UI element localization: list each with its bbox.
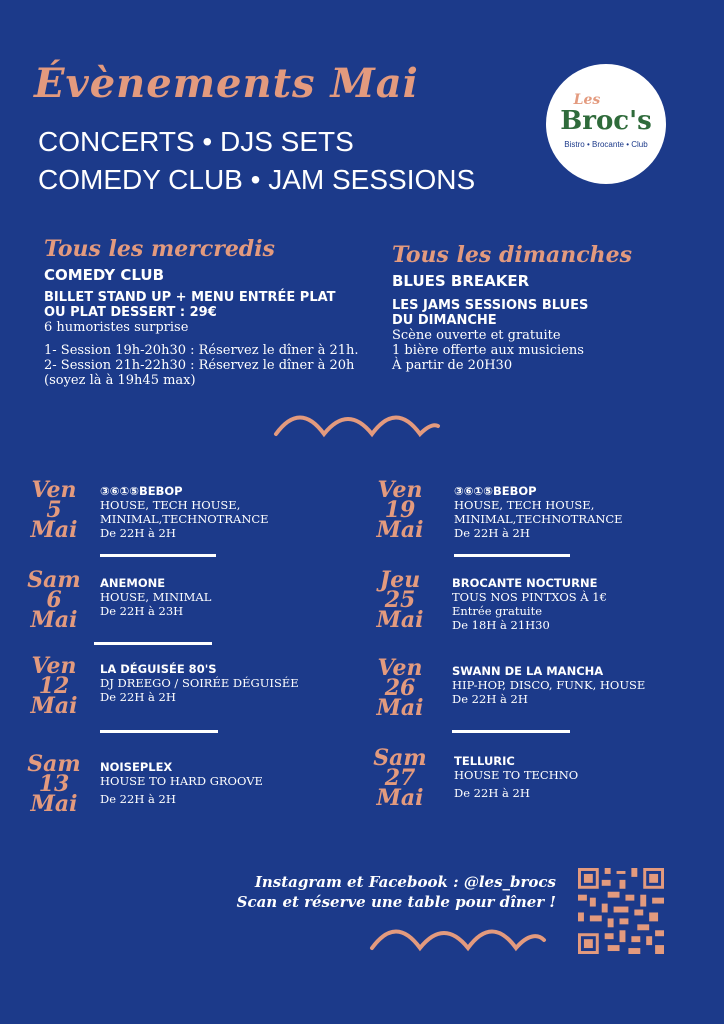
event-title: SWANN DE LA MANCHA [452, 664, 604, 678]
event-date: Ven 19 Mai [376, 477, 424, 543]
wednesday-name: COMEDY CLUB [44, 266, 165, 284]
event-time: De 22H à 2H [454, 786, 530, 800]
event-title: LA DÉGUISÉE 80'S [100, 662, 217, 676]
event-date: Ven 5 Mai [30, 477, 78, 543]
subtitle-line-2: COMEDY CLUB • JAM SESSIONS [38, 164, 476, 195]
wave-decoration [272, 408, 442, 444]
wave-decoration [368, 922, 548, 958]
sunday-block [392, 242, 692, 373]
event-date: Sam 6 Mai [27, 567, 81, 633]
divider [452, 730, 570, 733]
event-date: Jeu 25 Mai [376, 567, 424, 633]
wednesday-line: 6 humoristes surprise [44, 320, 189, 335]
wednesday-line: 1- Session 19h-20h30 : Réservez le dîner à 21h. [44, 343, 359, 358]
event-title: NOISEPLEX [100, 760, 173, 774]
sunday-offer-1: LES JAMS SESSIONS BLUES [392, 298, 589, 313]
sunday-line: À partir de 20H30 [392, 358, 513, 373]
wednesday-line: 2- Session 21h-22h30 : Réservez le dîner à 20h [44, 358, 355, 373]
event-title: TELLURIC [454, 754, 515, 768]
sunday-heading: Tous les dimanches [392, 242, 633, 268]
qr-code-icon[interactable] [578, 868, 664, 954]
event-title: BROCANTE NOCTURNE [452, 576, 598, 590]
social-line-2: Scan et réserve une table pour dîner ! [236, 893, 556, 911]
event-item: Sam 13 Mai NOISEPLEX HOUSE TO HARD GROOVE De 22H à 2H [24, 754, 344, 834]
sunday-name: BLUES BREAKER [392, 272, 530, 290]
event-item: Sam 27 Mai TELLURIC HOUSE TO TECHNO De 22H à 2H [370, 748, 700, 828]
subtitle-line-1: CONCERTS • DJS SETS [38, 126, 354, 157]
wednesday-block [44, 236, 374, 388]
event-item: Jeu 25 Mai BROCANTE NOCTURNE TOUS NOS PINTXOS À 1€ Entrée gratuite De 18H à 21H30 [370, 570, 700, 658]
events-left [24, 477, 344, 834]
wednesday-offer-1: BILLET STAND UP + MENU ENTRÉE PLAT [44, 290, 336, 305]
wednesday-offer-2: OU PLAT DESSERT : 29€ [44, 305, 217, 320]
event-date: Sam 27 Mai [373, 745, 427, 811]
event-time: De 22H à 23H [100, 604, 184, 618]
sunday-offer-2: DU DIMANCHE [392, 313, 497, 328]
page-title: Évènements Mai [34, 60, 419, 107]
sunday-line: 1 bière offerte aux musiciens [392, 343, 584, 358]
divider [94, 642, 212, 645]
social-line-1: Instagram et Facebook : @les_brocs [254, 873, 556, 891]
divider [100, 730, 218, 733]
sunday-line: Scène ouverte et gratuite [392, 328, 561, 343]
event-time: De 18H à 21H30 [452, 618, 550, 632]
wednesday-line: (soyez là à 19h45 max) [44, 373, 196, 388]
event-time: De 22H à 2H [100, 690, 176, 704]
event-item: Ven 5 Mai ③⑥①⑤BEBOP HOUSE, TECH HOUSE, MINIMAL,TECHNOTRANCE De 22H à 2H [24, 480, 344, 570]
event-title: ANEMONE [100, 576, 166, 590]
event-date: Ven 12 Mai [30, 653, 78, 719]
event-time: De 22H à 2H [100, 792, 176, 806]
event-item: Ven 26 Mai SWANN DE LA MANCHA HIP-HOP, DISCO, FUNK, HOUSE De 22H à 2H [370, 658, 700, 748]
event-item: Sam 6 Mai ANEMONE HOUSE, MINIMAL De 22H à 23H [24, 570, 344, 656]
event-date: Sam 13 Mai [27, 751, 81, 817]
divider [100, 554, 216, 557]
event-time: De 22H à 2H [454, 526, 530, 540]
event-item: Ven 19 Mai ③⑥①⑤BEBOP HOUSE, TECH HOUSE, MINIMAL,TECHNOTRANCE De 22H à 2H [370, 480, 700, 570]
divider [454, 554, 570, 557]
wednesday-heading: Tous les mercredis [44, 236, 275, 262]
events-right [370, 477, 700, 828]
event-time: De 22H à 2H [100, 526, 176, 540]
event-date: Ven 26 Mai [376, 655, 424, 721]
logo: Les Broc's Bistro • Brocante • Club [546, 64, 666, 184]
event-title: ③⑥①⑤BEBOP [454, 484, 537, 498]
social-info [156, 872, 556, 912]
event-time: De 22H à 2H [452, 692, 528, 706]
event-item: Ven 12 Mai LA DÉGUISÉE 80'S DJ DREEGO / SOIRÉE DÉGUISÉE De 22H à 2H [24, 656, 344, 754]
event-title: ③⑥①⑤BEBOP [100, 484, 183, 498]
